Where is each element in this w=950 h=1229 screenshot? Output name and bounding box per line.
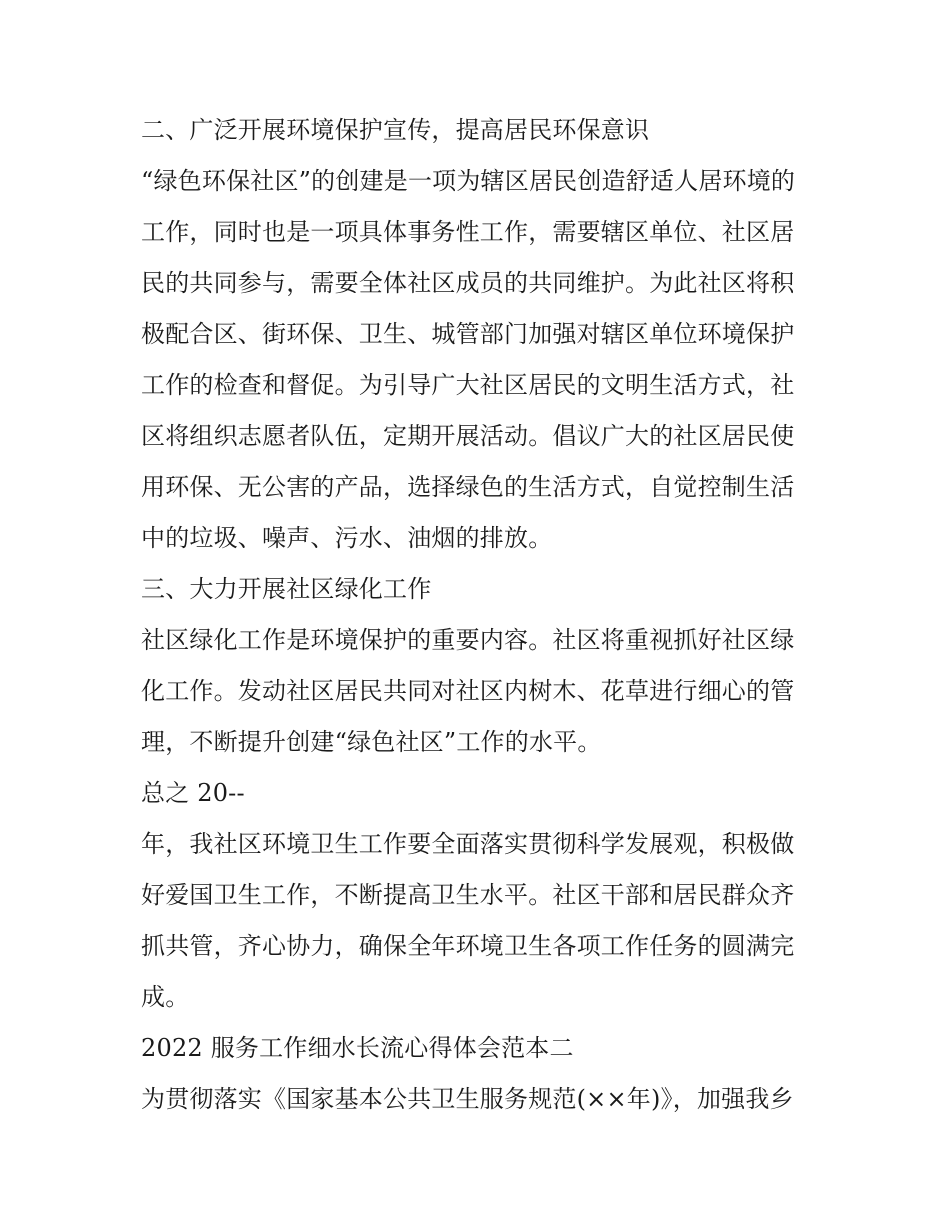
document-title: 2022 服务工作细水长流心得体会范本二 xyxy=(141,1034,574,1062)
paragraph-line: 工作的检查和督促。为引导广大社区居民的文明生活方式，社 xyxy=(141,371,795,399)
section-heading: 二、广泛开展环境保护宣传，提高居民环保意识 xyxy=(141,116,650,144)
paragraph-line: 区将组织志愿者队伍，定期开展活动。倡议广大的社区居民使 xyxy=(141,422,795,450)
paragraph-line: 为贯彻落实《国家基本公共卫生服务规范(××年)》，加强我乡 xyxy=(141,1085,794,1113)
paragraph-line: 中的垃圾、噪声、污水、油烟的排放。 xyxy=(141,524,553,552)
paragraph-line: 社区绿化工作是环境保护的重要内容。社区将重视抓好社区绿 xyxy=(141,626,795,654)
paragraph-line: 工作，同时也是一项具体事务性工作，需要辖区单位、社区居 xyxy=(141,218,795,246)
paragraph-line: 用环保、无公害的产品，选择绿色的生活方式，自觉控制生活 xyxy=(141,473,795,501)
paragraph-line: “绿色环保社区”的创建是一项为辖区居民创造舒适人居环境的 xyxy=(141,167,796,195)
paragraph-line: 好爱国卫生工作，不断提高卫生水平。社区干部和居民群众齐 xyxy=(141,881,795,909)
paragraph-line: 极配合区、街环保、卫生、城管部门加强对辖区单位环境保护 xyxy=(141,320,795,348)
paragraph-line: 民的共同参与，需要全体社区成员的共同维护。为此社区将积 xyxy=(141,269,795,297)
paragraph-line: 化工作。发动社区居民共同对社区内树木、花草进行细心的管 xyxy=(141,677,795,705)
paragraph-line: 总之 20-- xyxy=(141,779,245,807)
paragraph-line: 成。 xyxy=(141,983,190,1011)
paragraph-line: 理，不断提升创建“绿色社区”工作的水平。 xyxy=(141,728,602,756)
section-heading: 三、大力开展社区绿化工作 xyxy=(141,575,432,603)
paragraph-line: 抓共管，齐心协力，确保全年环境卫生各项工作任务的圆满完 xyxy=(141,932,795,960)
paragraph-line: 年，我社区环境卫生工作要全面落实贯彻科学发展观，积极做 xyxy=(141,830,795,858)
